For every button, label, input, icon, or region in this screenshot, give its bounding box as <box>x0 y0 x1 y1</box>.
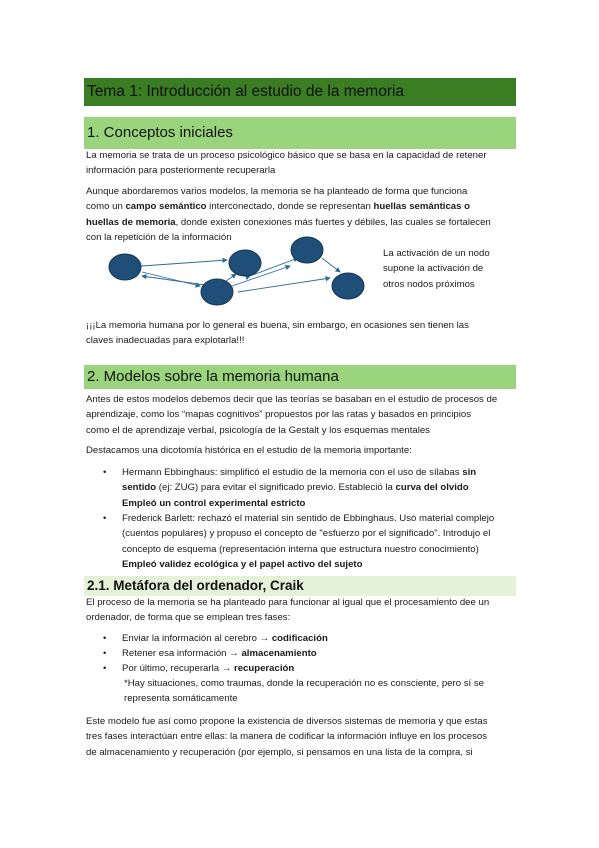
text-run: concepto de esquema (representación interna que estructura nuestro conocimiento) <box>122 543 479 555</box>
text-line <box>122 526 516 541</box>
bold-text: curva del olvido <box>395 482 469 494</box>
bullet-marker: • <box>103 663 107 674</box>
text-line: de almacenamiento y recuperación (por ejemplo, si pensamos en una lista de la compra, si <box>86 746 473 758</box>
connection-line <box>142 272 200 286</box>
text-line <box>122 557 516 572</box>
text-run: Hermann Ebbinghaus: simplificó el estudio de la memoria con el uso de sílabas <box>122 467 463 478</box>
bold-text: almacenamiento <box>241 648 317 659</box>
text-run: Por último, recuperarla → <box>122 663 234 674</box>
bold-text: huellas semánticas o <box>373 201 470 213</box>
semantic-network-diagram <box>100 236 370 312</box>
text-line: La memoria se trata de un proceso psicológico básico que se basa en la capacidad de retener <box>86 150 487 161</box>
list-item-barlett <box>122 511 516 572</box>
text-run: , donde existen conexiones más fuertes y débiles, las cuales se fortalecen <box>175 216 491 228</box>
text-run: Enviar la información al cerebro → <box>122 633 272 644</box>
text-line: El proceso de la memoria se ha planteado para funcionar al igual que el procesamiento dee un <box>86 597 490 608</box>
bold-text: campo semántico <box>125 201 207 213</box>
section-heading-conceptos: 1. Conceptos iniciales <box>84 117 516 149</box>
text-run: Aunque abordaremos varios modelos, la memoria se ha planteado de forma que funciona <box>86 186 468 197</box>
paragraph-antecedentes <box>86 392 516 438</box>
text-line: información para posteriormente recuperarla <box>86 165 276 177</box>
diagram-caption <box>383 246 503 292</box>
text-line: *Hay situaciones, como traumas, donde la recuperación no es consciente, pero sí se <box>124 678 484 689</box>
note-traumas <box>124 676 518 707</box>
text-line <box>122 480 516 495</box>
text-run: como un <box>86 201 126 213</box>
connection-line <box>142 260 227 266</box>
paragraph-sistemas-memoria <box>86 714 516 760</box>
bold-text: recuperación <box>233 663 295 674</box>
text-run: interconectado, donde se representan <box>206 201 374 213</box>
memory-node <box>201 279 233 305</box>
paragraph-nota-memoria <box>86 318 516 349</box>
connection-line <box>142 276 212 286</box>
text-line: claves inadecuadas para explotarla!!! <box>86 335 245 347</box>
text-run: Frederick Barlett: rechazó el material sin sentido de Ebbinghaus. Usó material complejo <box>122 513 495 524</box>
bold-text: sin <box>462 467 477 478</box>
connection-line <box>238 278 330 292</box>
connection-line <box>322 258 340 272</box>
text-run: Retener esa información → <box>122 648 242 659</box>
text-line: ¡¡¡La memoria humana por lo general es buena, sin embargo, en ocasiones sen tienen las <box>86 320 469 331</box>
memory-node <box>229 250 261 276</box>
bullet-marker: • <box>103 633 107 644</box>
paragraph-definicion <box>86 148 516 179</box>
list-item-codificacion <box>122 631 516 646</box>
text-line: tres fases interactúan entre ellas: la manera de codificar la información influye en los procesos <box>86 731 488 743</box>
bullet-marker: • <box>103 513 107 524</box>
memory-node <box>109 254 141 280</box>
text-run: (cuentos populares) y propuso el concepto de "esfuerzo por el significado". Introdujo el <box>122 528 491 540</box>
text-line <box>86 199 516 214</box>
text-line: aprendizaje, como los “mapas cognitivos” propuestos por las ratas y basados en principios <box>86 409 472 421</box>
paragraph-metafora <box>86 595 516 626</box>
bullet-marker: • <box>103 648 107 659</box>
text-line: otros nodos próximos <box>383 278 475 290</box>
text-line: ordenador, de forma que se emplean tres fases: <box>86 612 291 624</box>
text-line: La activación de un nodo <box>383 248 490 259</box>
text-run: (ej: ZUG) para evitar el significado previo. Estableció la <box>156 482 396 494</box>
section-heading-modelos: 2. Modelos sobre la memoria humana <box>84 365 516 389</box>
bold-text: sentido <box>122 482 157 494</box>
bold-text: Empleó validez ecológica y el papel activo del sujeto <box>122 558 363 570</box>
bold-text: huellas de memoria <box>86 216 176 228</box>
text-line <box>86 184 516 199</box>
bold-text: Empleó un control experimental estricto <box>122 497 306 509</box>
text-line <box>122 511 516 526</box>
text-line: Este modelo fue así como propone la existencia de diversos sistemas de memoria y que estas <box>86 716 488 727</box>
text-line: como el de aprendizaje verbal, psicología de la Gestalt y los esquemas mentales <box>86 424 430 436</box>
text-line <box>122 465 516 480</box>
subsection-heading-craik: 2.1. Metáfora del ordenador, Craik <box>84 576 516 596</box>
bullet-marker: • <box>103 467 107 478</box>
memory-node <box>291 237 323 263</box>
list-item-almacenamiento <box>122 646 516 661</box>
text-line: representa somáticamente <box>124 693 238 705</box>
text-line <box>86 215 516 230</box>
list-item-ebbinghaus <box>122 465 516 511</box>
memory-node <box>332 273 364 299</box>
text-line <box>122 542 516 557</box>
list-item-recuperacion <box>122 661 516 676</box>
text-line <box>122 496 516 511</box>
bold-text: codificación <box>271 633 328 644</box>
text-line: Antes de estos modelos debemos decir que las teorías se basaban en el estudio de procesos de <box>86 394 498 405</box>
text-line: supone la activación de <box>383 263 484 275</box>
paragraph-dicotomia: Destacamos una dicotomía histórica en el estudio de la memoria importante: <box>86 445 412 456</box>
text-run: con la repetición de la información <box>86 231 232 243</box>
page-title: Tema 1: Introducción al estudio de la memoria <box>84 78 516 106</box>
